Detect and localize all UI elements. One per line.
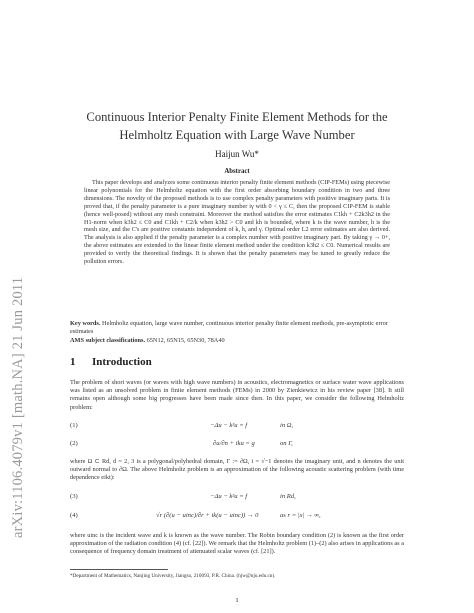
abstract-text: This paper develops and analyzes some continuous interior penalty finite element methods (CIP-FEMs) using piecewise linear polynomials for the Helmholtz equation with the first order absorbing boundary condition in two and three dimensions. The novelty of the proposed methods is to use complex penalty parameters with positive imaginary parts. It is proved that, if the penalty parameter is a pure imaginary number iγ with 0 < γ ≤ C, then the proposed CIP-FEM is stable (hence well-posed) without any mesh constraint. Moreover the method satisfies the error estimates C1kh + C2k3h2 in the H1-norm when k3h2 ≤ C0 and C1kh + C2/k when k3h2 > C0 and kh is bounded, where k is the wave number, h is the mesh size, and the C's are positive constants independent of k, h, and γ. Optimal order L2 error estimates are also derived. The analysis is also applied if the penalty parameter is a complex number with positive imaginary part. By taking γ → 0+, the above estimates are extended to the linear finite element method under the condition k3h2 ≤ C0. Numerical results are provided to verify the theoretical findings. It is shown that the penalty parameters may be tuned to greatly reduce the pollution errors.	[84, 179, 390, 266]
equation-1-body: −Δu − k²u = f	[210, 422, 248, 429]
paper-title	[70, 108, 404, 144]
keywords	[70, 320, 404, 336]
subject-classifications	[70, 337, 404, 344]
page-number: 1	[235, 597, 239, 604]
keywords-text: Helmholtz equation, large wave number, continuous interior penalty finite element methods, pre-asymptotic error estimates	[70, 320, 388, 335]
equation-4	[70, 510, 404, 522]
equation-4-tag: (4)	[70, 512, 78, 519]
equation-1-domain: in Ω,	[280, 422, 294, 429]
abstract-heading: Abstract	[224, 168, 250, 175]
equation-2-domain: on Γ,	[280, 440, 293, 447]
title-line-1: Continuous Interior Penalty Finite Element Methods for the	[86, 110, 388, 124]
equation-4-domain: as r = |x| → ∞,	[280, 512, 321, 519]
equation-3-body: −Δu − k²u = f	[210, 493, 248, 500]
intro-paragraph-1: The problem of short waves (or waves with high wave numbers) in acoustics, electromagnetics or surface water wave applications was listed as an unsolved problem in finite element methods (FEMs) in 2000 by Zienkiewicz in his review paper [38]. It still remains open although some big progresses have been made since then. In this paper, we consider the following Helmholtz problem:	[70, 379, 404, 411]
section-heading	[70, 356, 152, 368]
msc-label: AMS subject classifications.	[70, 337, 146, 344]
equation-1-tag: (1)	[70, 422, 78, 429]
section-title: Introduction	[92, 356, 152, 368]
equation-4-body: √r (∂(u − uinc)/∂r + ik(u − uinc)) → 0	[156, 512, 259, 519]
author-affiliation-footnote: *Department of Mathematics, Nanjing University, Jiangsu, 210093, P.R. China. (hjw@nju.edu.cn).	[70, 573, 276, 579]
arxiv-identifier-stamp: arXiv:1106.4079v1 [math.NA] 21 Jun 2011	[10, 276, 26, 538]
keywords-label: Key words.	[70, 320, 101, 327]
footnote-divider	[70, 569, 168, 570]
equation-2-tag: (2)	[70, 440, 78, 447]
equation-1	[70, 420, 404, 432]
equation-3-tag: (3)	[70, 493, 78, 500]
msc-codes: 65N12, 65N15, 65N30, 78A40	[146, 337, 225, 344]
title-line-2: Helmholtz Equation with Large Wave Number	[119, 128, 355, 142]
equation-3	[70, 491, 404, 503]
equation-2	[70, 438, 404, 450]
intro-paragraph-3: where uinc is the incident wave and k is known as the wave number. The Robin boundary condition (2) is known as the first order approximation of the radiation condition (4) (cf. [22]). We remark that the Helmholtz problem (1)–(2) also arises in applications as a consequence of frequency domain treatment of attenuated scalar waves (cf. [21]).	[70, 532, 404, 556]
paper-page	[70, 0, 404, 613]
intro-paragraph-2: where Ω ⊂ Rd, d = 2, 3 is a polygonal/polyhedral domain, Γ := ∂Ω, i = √−1 denotes the imaginary unit, and n denotes the unit outward normal to ∂Ω. The above Helmholtz problem is an approximation of the following acoustic scattering problem (with time dependence eikt):	[70, 458, 404, 482]
equation-3-domain: in Rd,	[280, 493, 296, 500]
equation-2-body: ∂u/∂n + iku = g	[213, 440, 255, 447]
author-name: Haijun Wu*	[215, 149, 259, 159]
section-number: 1	[70, 356, 76, 368]
